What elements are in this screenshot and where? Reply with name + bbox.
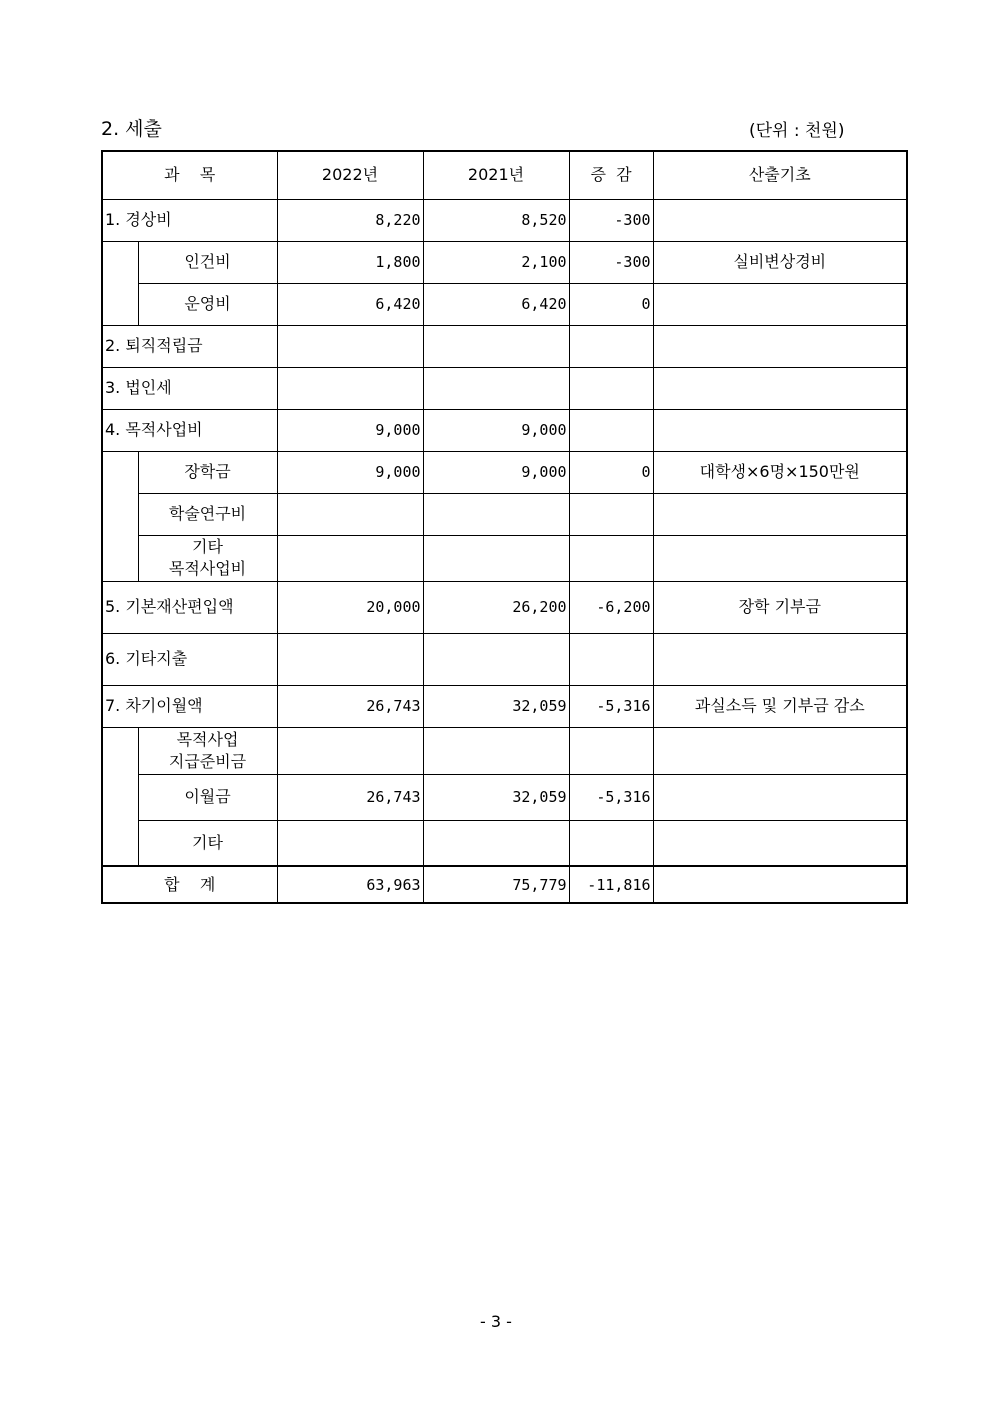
value-2021: 2,100 — [423, 241, 569, 283]
header-2022: 2022년 — [277, 151, 423, 199]
table-row — [102, 283, 907, 325]
value-change: -300 — [569, 241, 653, 283]
indent-gutter — [102, 451, 138, 581]
row-label: 장학금 — [138, 451, 277, 493]
value-2021: 9,000 — [423, 409, 569, 451]
row-label: 7. 차기이월액 — [102, 685, 277, 727]
value-change — [569, 325, 653, 367]
value-2022: 1,800 — [277, 241, 423, 283]
value-change — [569, 633, 653, 685]
expenditure-table — [101, 150, 908, 904]
total-basis — [653, 866, 907, 903]
basis-note — [653, 535, 907, 581]
value-2021 — [423, 367, 569, 409]
total-2022: 63,963 — [277, 866, 423, 903]
value-change: -6,200 — [569, 581, 653, 633]
value-2022: 26,743 — [277, 685, 423, 727]
value-2021: 9,000 — [423, 451, 569, 493]
basis-note: 과실소득 및 기부금 감소 — [653, 685, 907, 727]
value-change — [569, 820, 653, 866]
unit-label: (단위 : 천원) — [749, 121, 845, 141]
value-2022: 9,000 — [277, 451, 423, 493]
section-title: 2. 세출 — [101, 118, 162, 140]
value-change: 0 — [569, 283, 653, 325]
table-row — [102, 451, 907, 493]
total-2021: 75,779 — [423, 866, 569, 903]
value-2022: 20,000 — [277, 581, 423, 633]
table-row — [102, 199, 907, 241]
row-label: 6. 기타지출 — [102, 633, 277, 685]
header-basis: 산출기초 — [653, 151, 907, 199]
basis-note — [653, 409, 907, 451]
table-row — [102, 581, 907, 633]
basis-note — [653, 633, 907, 685]
value-change: -5,316 — [569, 685, 653, 727]
value-2022 — [277, 367, 423, 409]
value-change — [569, 367, 653, 409]
basis-note — [653, 367, 907, 409]
row-label: 1. 경상비 — [102, 199, 277, 241]
value-2021: 32,059 — [423, 774, 569, 820]
header-row — [102, 151, 907, 199]
value-change: -5,316 — [569, 774, 653, 820]
indent-gutter — [102, 241, 138, 325]
row-label-line2: 목적사업비 — [168, 559, 247, 578]
basis-note — [653, 283, 907, 325]
table-row — [102, 409, 907, 451]
row-label: 2. 퇴직적립금 — [102, 325, 277, 367]
value-2022: 26,743 — [277, 774, 423, 820]
value-2022 — [277, 325, 423, 367]
header-change: 증 감 — [569, 151, 653, 199]
row-label-line2: 지급준비금 — [168, 751, 247, 771]
table-row — [102, 493, 907, 535]
row-label: 인건비 — [138, 241, 277, 283]
value-2021: 8,520 — [423, 199, 569, 241]
value-2021 — [423, 325, 569, 367]
row-label: 기타 — [138, 820, 277, 866]
value-change: -300 — [569, 199, 653, 241]
table-row — [102, 367, 907, 409]
value-2022 — [277, 535, 423, 581]
value-2022: 9,000 — [277, 409, 423, 451]
basis-note — [653, 325, 907, 367]
row-label-line1: 목적사업 — [176, 729, 239, 749]
value-2021: 26,200 — [423, 581, 569, 633]
total-row — [102, 866, 907, 903]
table-row — [102, 820, 907, 866]
table-row — [102, 685, 907, 727]
row-label: 4. 목적사업비 — [102, 409, 277, 451]
value-change — [569, 409, 653, 451]
header-item: 과 목 — [102, 151, 277, 199]
indent-gutter — [102, 727, 138, 866]
value-2021 — [423, 493, 569, 535]
row-label — [138, 535, 277, 581]
value-2022 — [277, 820, 423, 866]
row-label: 학술연구비 — [138, 493, 277, 535]
table-row — [102, 535, 907, 581]
total-change: -11,816 — [569, 866, 653, 903]
row-label: 이월금 — [138, 774, 277, 820]
basis-note — [653, 727, 907, 774]
total-label: 합 계 — [102, 866, 277, 903]
row-label: 5. 기본재산편입액 — [102, 581, 277, 633]
header-2021: 2021년 — [423, 151, 569, 199]
value-2021: 32,059 — [423, 685, 569, 727]
table-row — [102, 727, 907, 774]
value-change — [569, 535, 653, 581]
value-2021 — [423, 535, 569, 581]
basis-note: 대학생×6명×150만원 — [653, 451, 907, 493]
basis-note — [653, 774, 907, 820]
value-2021 — [423, 633, 569, 685]
value-change — [569, 493, 653, 535]
value-2022: 8,220 — [277, 199, 423, 241]
row-label: 운영비 — [138, 283, 277, 325]
basis-note: 장학 기부금 — [653, 581, 907, 633]
basis-note — [653, 820, 907, 866]
table-row — [102, 325, 907, 367]
value-2022: 6,420 — [277, 283, 423, 325]
value-2021: 6,420 — [423, 283, 569, 325]
basis-note — [653, 199, 907, 241]
page-number: - 3 - — [480, 1312, 512, 1331]
row-label — [138, 727, 277, 774]
value-2021 — [423, 727, 569, 774]
value-2022 — [277, 633, 423, 685]
value-2022 — [277, 727, 423, 774]
value-change — [569, 727, 653, 774]
row-label: 3. 법인세 — [102, 367, 277, 409]
value-2022 — [277, 493, 423, 535]
row-label-line1: 기타 — [192, 537, 223, 556]
table-row — [102, 241, 907, 283]
table-row — [102, 774, 907, 820]
value-2021 — [423, 820, 569, 866]
basis-note — [653, 493, 907, 535]
basis-note: 실비변상경비 — [653, 241, 907, 283]
table-row — [102, 633, 907, 685]
value-change: 0 — [569, 451, 653, 493]
